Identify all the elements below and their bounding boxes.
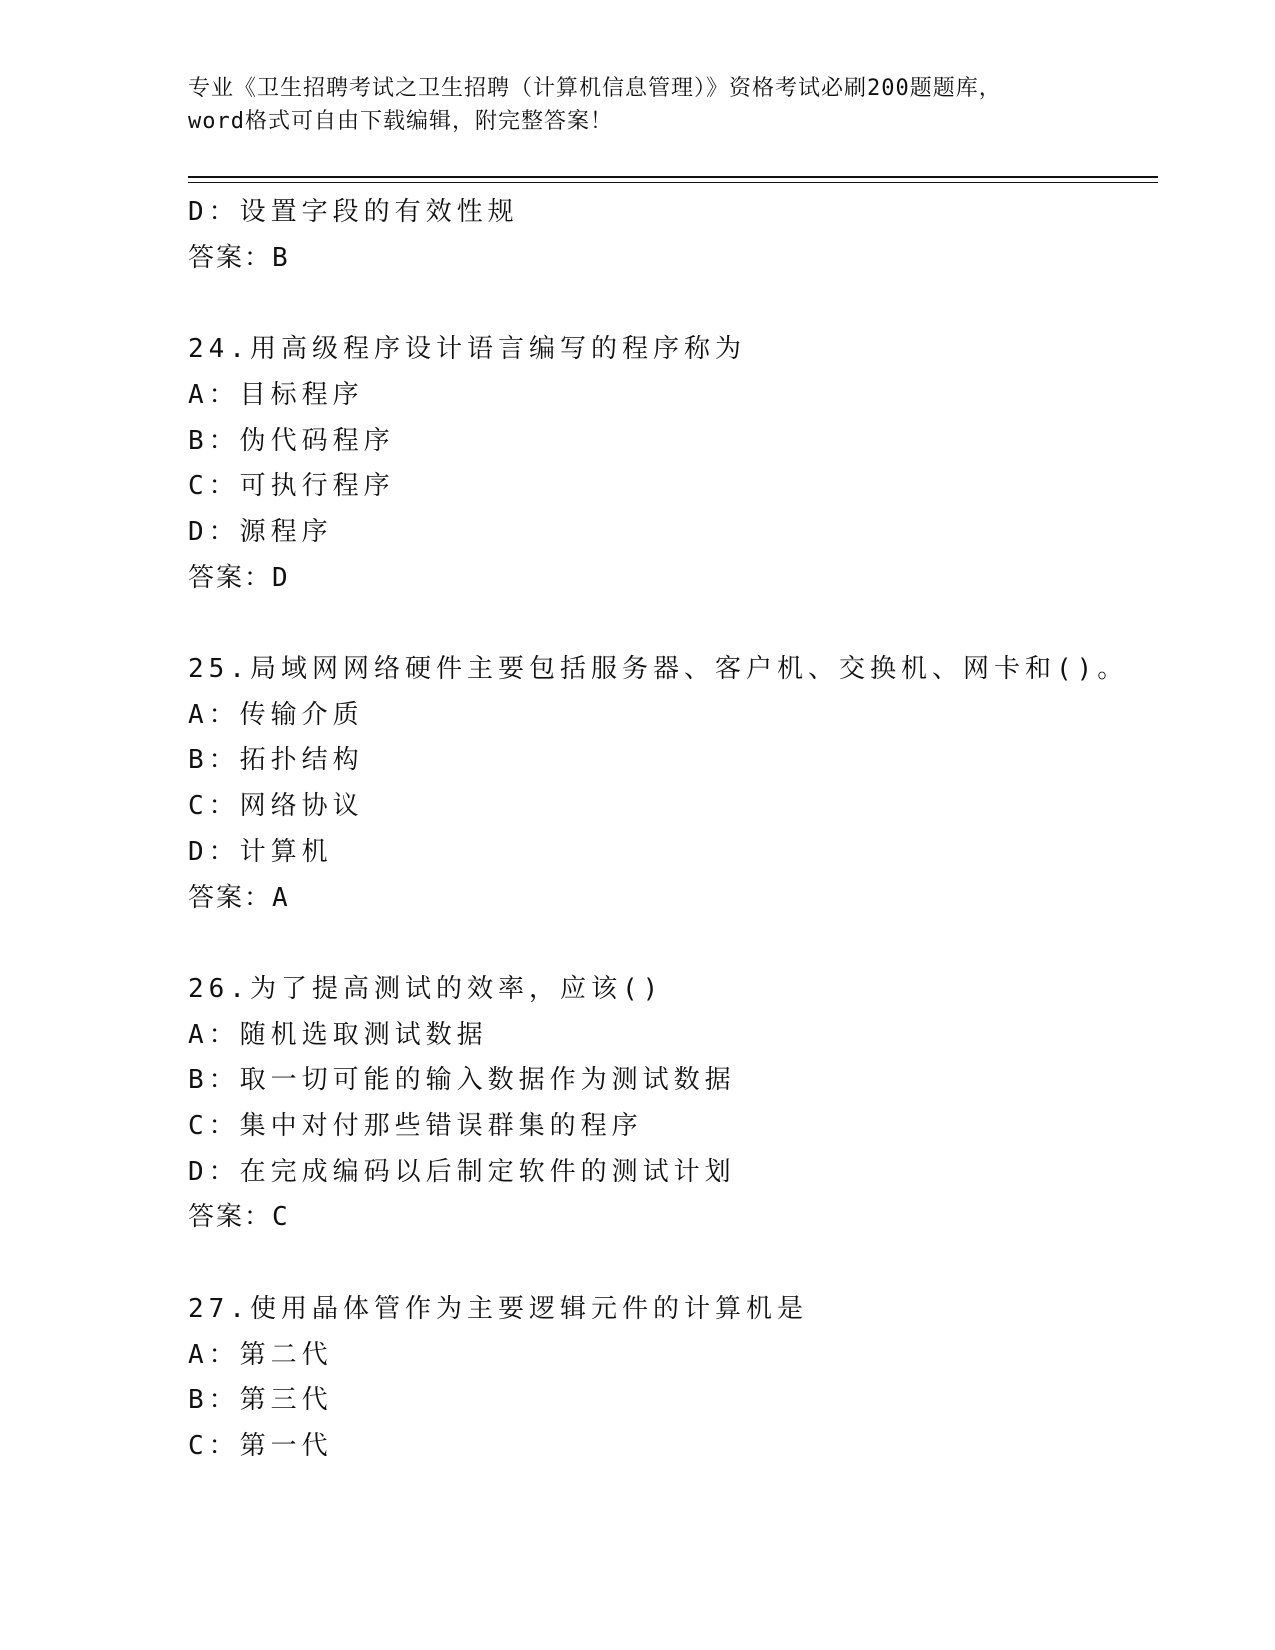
question-stem: 25.局域网网络硬件主要包括服务器、客户机、交换机、网卡和()。 xyxy=(188,654,1129,684)
question-stem: 26.为了提高测试的效率，应该() xyxy=(188,973,664,1004)
question-24 xyxy=(188,327,1158,601)
question-27 xyxy=(188,1287,1158,1470)
header-divider-thin xyxy=(188,182,1158,183)
header-title-line-1: 专业《卫生招聘考试之卫生招聘（计算机信息管理）》资格考试必刷200题题库， xyxy=(188,76,1002,101)
option-d: D：计算机 xyxy=(188,836,333,867)
option-b: B：伪代码程序 xyxy=(188,425,395,456)
option-c: C：第一代 xyxy=(188,1430,333,1461)
question-25 xyxy=(188,647,1158,921)
option-b: B：拓扑结构 xyxy=(188,745,364,776)
option-d: D：源程序 xyxy=(188,516,333,547)
document-header xyxy=(188,72,1088,138)
header-divider-thick xyxy=(188,176,1158,178)
question-fragment xyxy=(188,190,1158,281)
option-b: B：取一切可能的输入数据作为测试数据 xyxy=(188,1065,736,1096)
answer-line: 答案：A xyxy=(188,882,290,913)
answer-line: 答案：C xyxy=(188,1202,290,1233)
option-a: A：传输介质 xyxy=(188,699,364,730)
answer-line: 答案：D xyxy=(188,562,290,593)
option-a: A：第二代 xyxy=(188,1339,333,1370)
question-list xyxy=(188,190,1158,1470)
header-title-line-2: word格式可自由下载编辑，附完整答案！ xyxy=(188,109,613,134)
question-stem: 27.使用晶体管作为主要逻辑元件的计算机是 xyxy=(188,1293,808,1324)
option-c: C：集中对付那些错误群集的程序 xyxy=(188,1111,643,1142)
option-a: A：随机选取测试数据 xyxy=(188,1019,488,1050)
option-b: B：第三代 xyxy=(188,1385,333,1416)
option-d: D：在完成编码以后制定软件的测试计划 xyxy=(188,1156,736,1187)
option-a: A：目标程序 xyxy=(188,379,364,410)
question-26 xyxy=(188,967,1158,1241)
answer-line: 答案：B xyxy=(188,242,290,273)
option-c: C：网络协议 xyxy=(188,791,364,822)
option-c: C：可执行程序 xyxy=(188,471,395,502)
option-d: D：设置字段的有效性规 xyxy=(188,197,519,227)
question-stem: 24.用高级程序设计语言编写的程序称为 xyxy=(188,334,746,365)
